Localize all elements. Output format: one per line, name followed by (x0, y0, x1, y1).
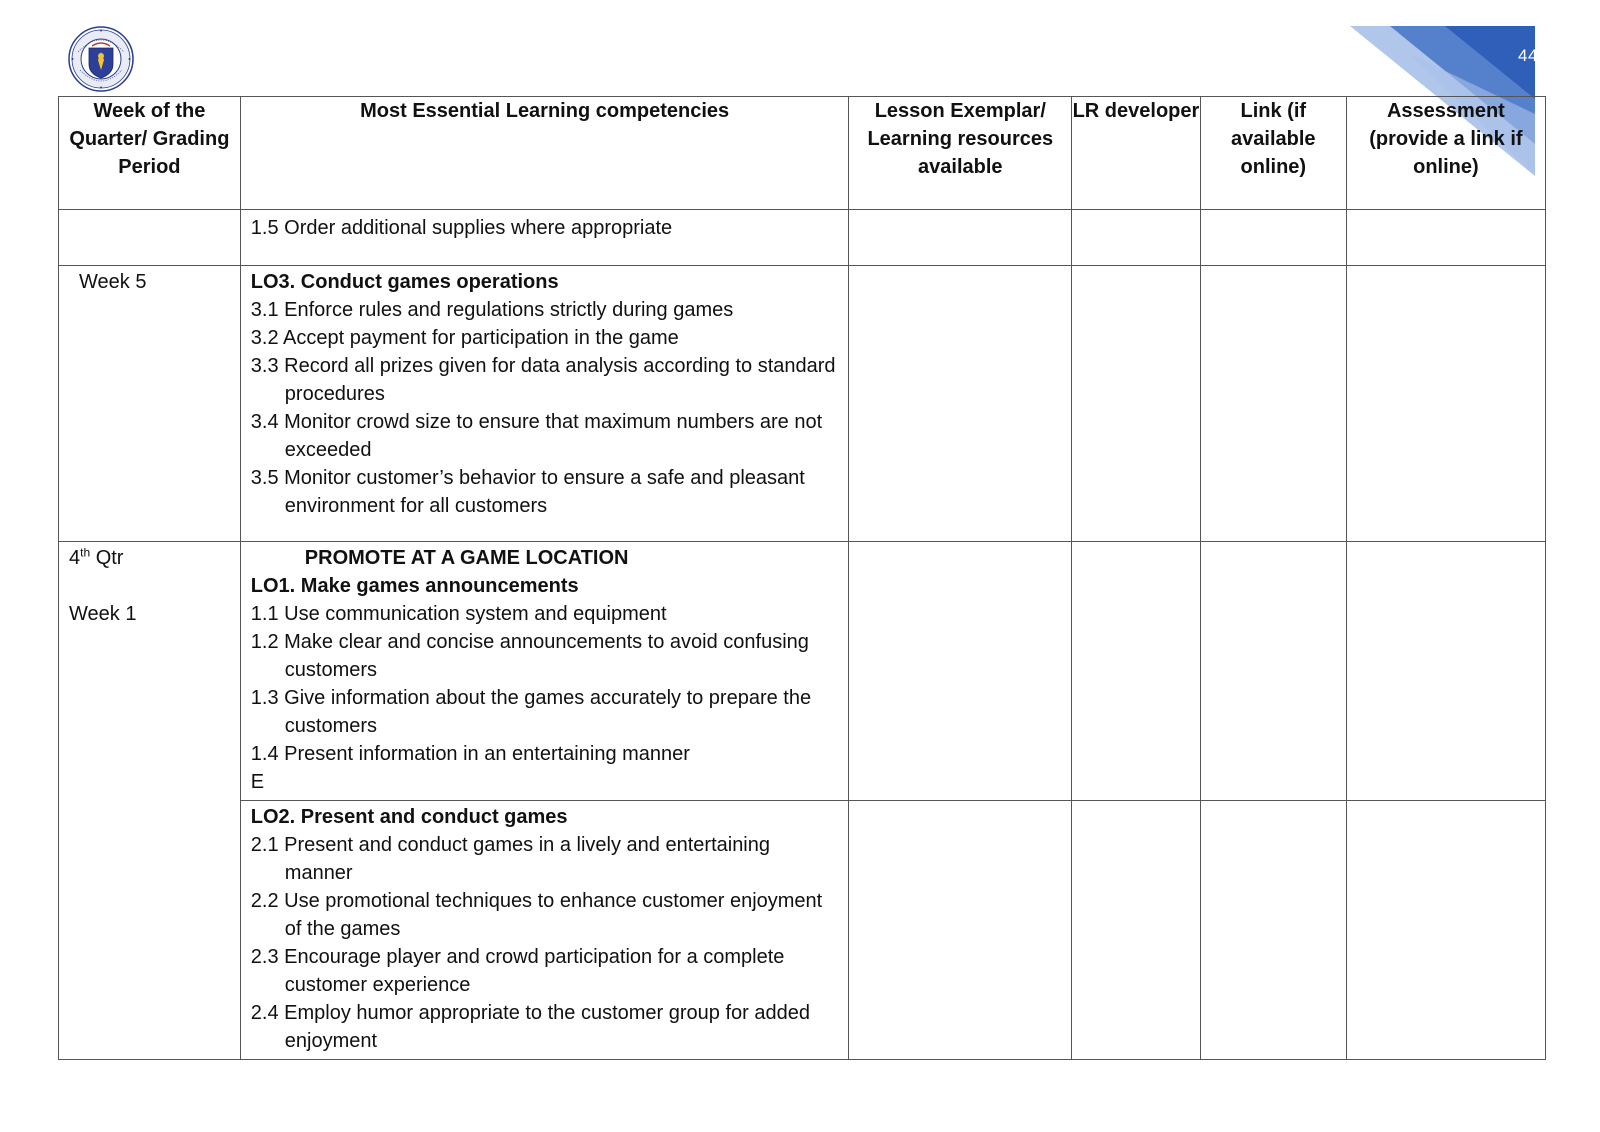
assessment-cell (1346, 266, 1545, 542)
table-row (59, 542, 1546, 801)
header-lesson-exemplar: Lesson Exemplar/ Learning resources available (849, 97, 1072, 210)
quarter-label: 4th Qtr (69, 545, 124, 569)
header-week: Week of the Quarter/ Grading Period (59, 97, 241, 210)
week-label: Week 1 (69, 603, 137, 625)
competency-item: 1.5 Order additional supplies where appropriate (250, 217, 673, 239)
competencies-cell (240, 801, 849, 1060)
week-label: Week 5 (79, 271, 147, 293)
competency-item: 1.1 Use communication system and equipment (250, 603, 667, 625)
assessment-cell (1346, 801, 1545, 1060)
competency-item: 1.4 Present information in an entertaining manner (250, 743, 690, 765)
table-row (59, 210, 1546, 266)
link-cell (1200, 210, 1346, 266)
competency-item: 3.5 Monitor customer’s behavior to ensure a safe and pleasant environment for all customers (250, 467, 805, 517)
competency-item: 3.3 Record all prizes given for data analysis according to standard procedures (250, 355, 836, 405)
learning-outcome-title: LO1. Make games announcements (250, 575, 579, 597)
table-row (59, 266, 1546, 542)
deped-seal-logo (68, 26, 134, 92)
header-assessment: Assessment (provide a link if online) (1346, 97, 1545, 210)
week-cell (59, 542, 241, 1060)
page-number: 448 (1518, 46, 1548, 65)
header-row (59, 97, 1546, 210)
developer-cell (1072, 542, 1201, 801)
competencies-cell (240, 266, 849, 542)
competency-item: 2.2 Use promotional techniques to enhance customer enjoyment of the games (250, 890, 823, 940)
competency-item: 1.3 Give information about the games accurately to prepare the customers (250, 687, 812, 737)
header-competencies: Most Essential Learning competencies (240, 97, 849, 210)
lesson-cell (849, 542, 1072, 801)
link-cell (1200, 801, 1346, 1060)
assessment-cell (1346, 542, 1545, 801)
competencies-cell (240, 542, 849, 801)
link-cell (1200, 266, 1346, 542)
link-cell (1200, 542, 1346, 801)
assessment-cell (1346, 210, 1545, 266)
header-link: Link (if available online) (1200, 97, 1346, 210)
competency-item: 2.1 Present and conduct games in a lively and entertaining manner (250, 834, 770, 884)
competency-item: 2.3 Encourage player and crowd participation for a complete customer experience (250, 946, 785, 996)
section-title: PROMOTE AT A GAME LOCATION (304, 547, 629, 569)
competency-item: 3.2 Accept payment for participation in the game (250, 327, 679, 349)
table-row (59, 801, 1546, 1060)
lesson-cell (849, 801, 1072, 1060)
developer-cell (1072, 266, 1201, 542)
learning-outcome-title: LO2. Present and conduct games (250, 806, 568, 828)
developer-cell (1072, 210, 1201, 266)
lesson-cell (849, 210, 1072, 266)
trailing-text: E (250, 771, 265, 793)
competency-item: 3.4 Monitor crowd size to ensure that maximum numbers are not exceeded (250, 411, 823, 461)
week-cell (59, 266, 241, 542)
competency-item: 1.2 Make clear and concise announcements to avoid confusing customers (250, 631, 809, 681)
competency-item: 2.4 Employ humor appropriate to the customer group for added enjoyment (250, 1002, 810, 1052)
melc-table (58, 96, 1546, 1060)
header-lr-developer: LR developer (1072, 97, 1201, 210)
lesson-cell (849, 266, 1072, 542)
developer-cell (1072, 801, 1201, 1060)
competency-item: 3.1 Enforce rules and regulations strictly during games (250, 299, 734, 321)
competencies-cell (240, 210, 849, 266)
week-cell (59, 210, 241, 266)
learning-outcome-title: LO3. Conduct games operations (250, 271, 559, 293)
